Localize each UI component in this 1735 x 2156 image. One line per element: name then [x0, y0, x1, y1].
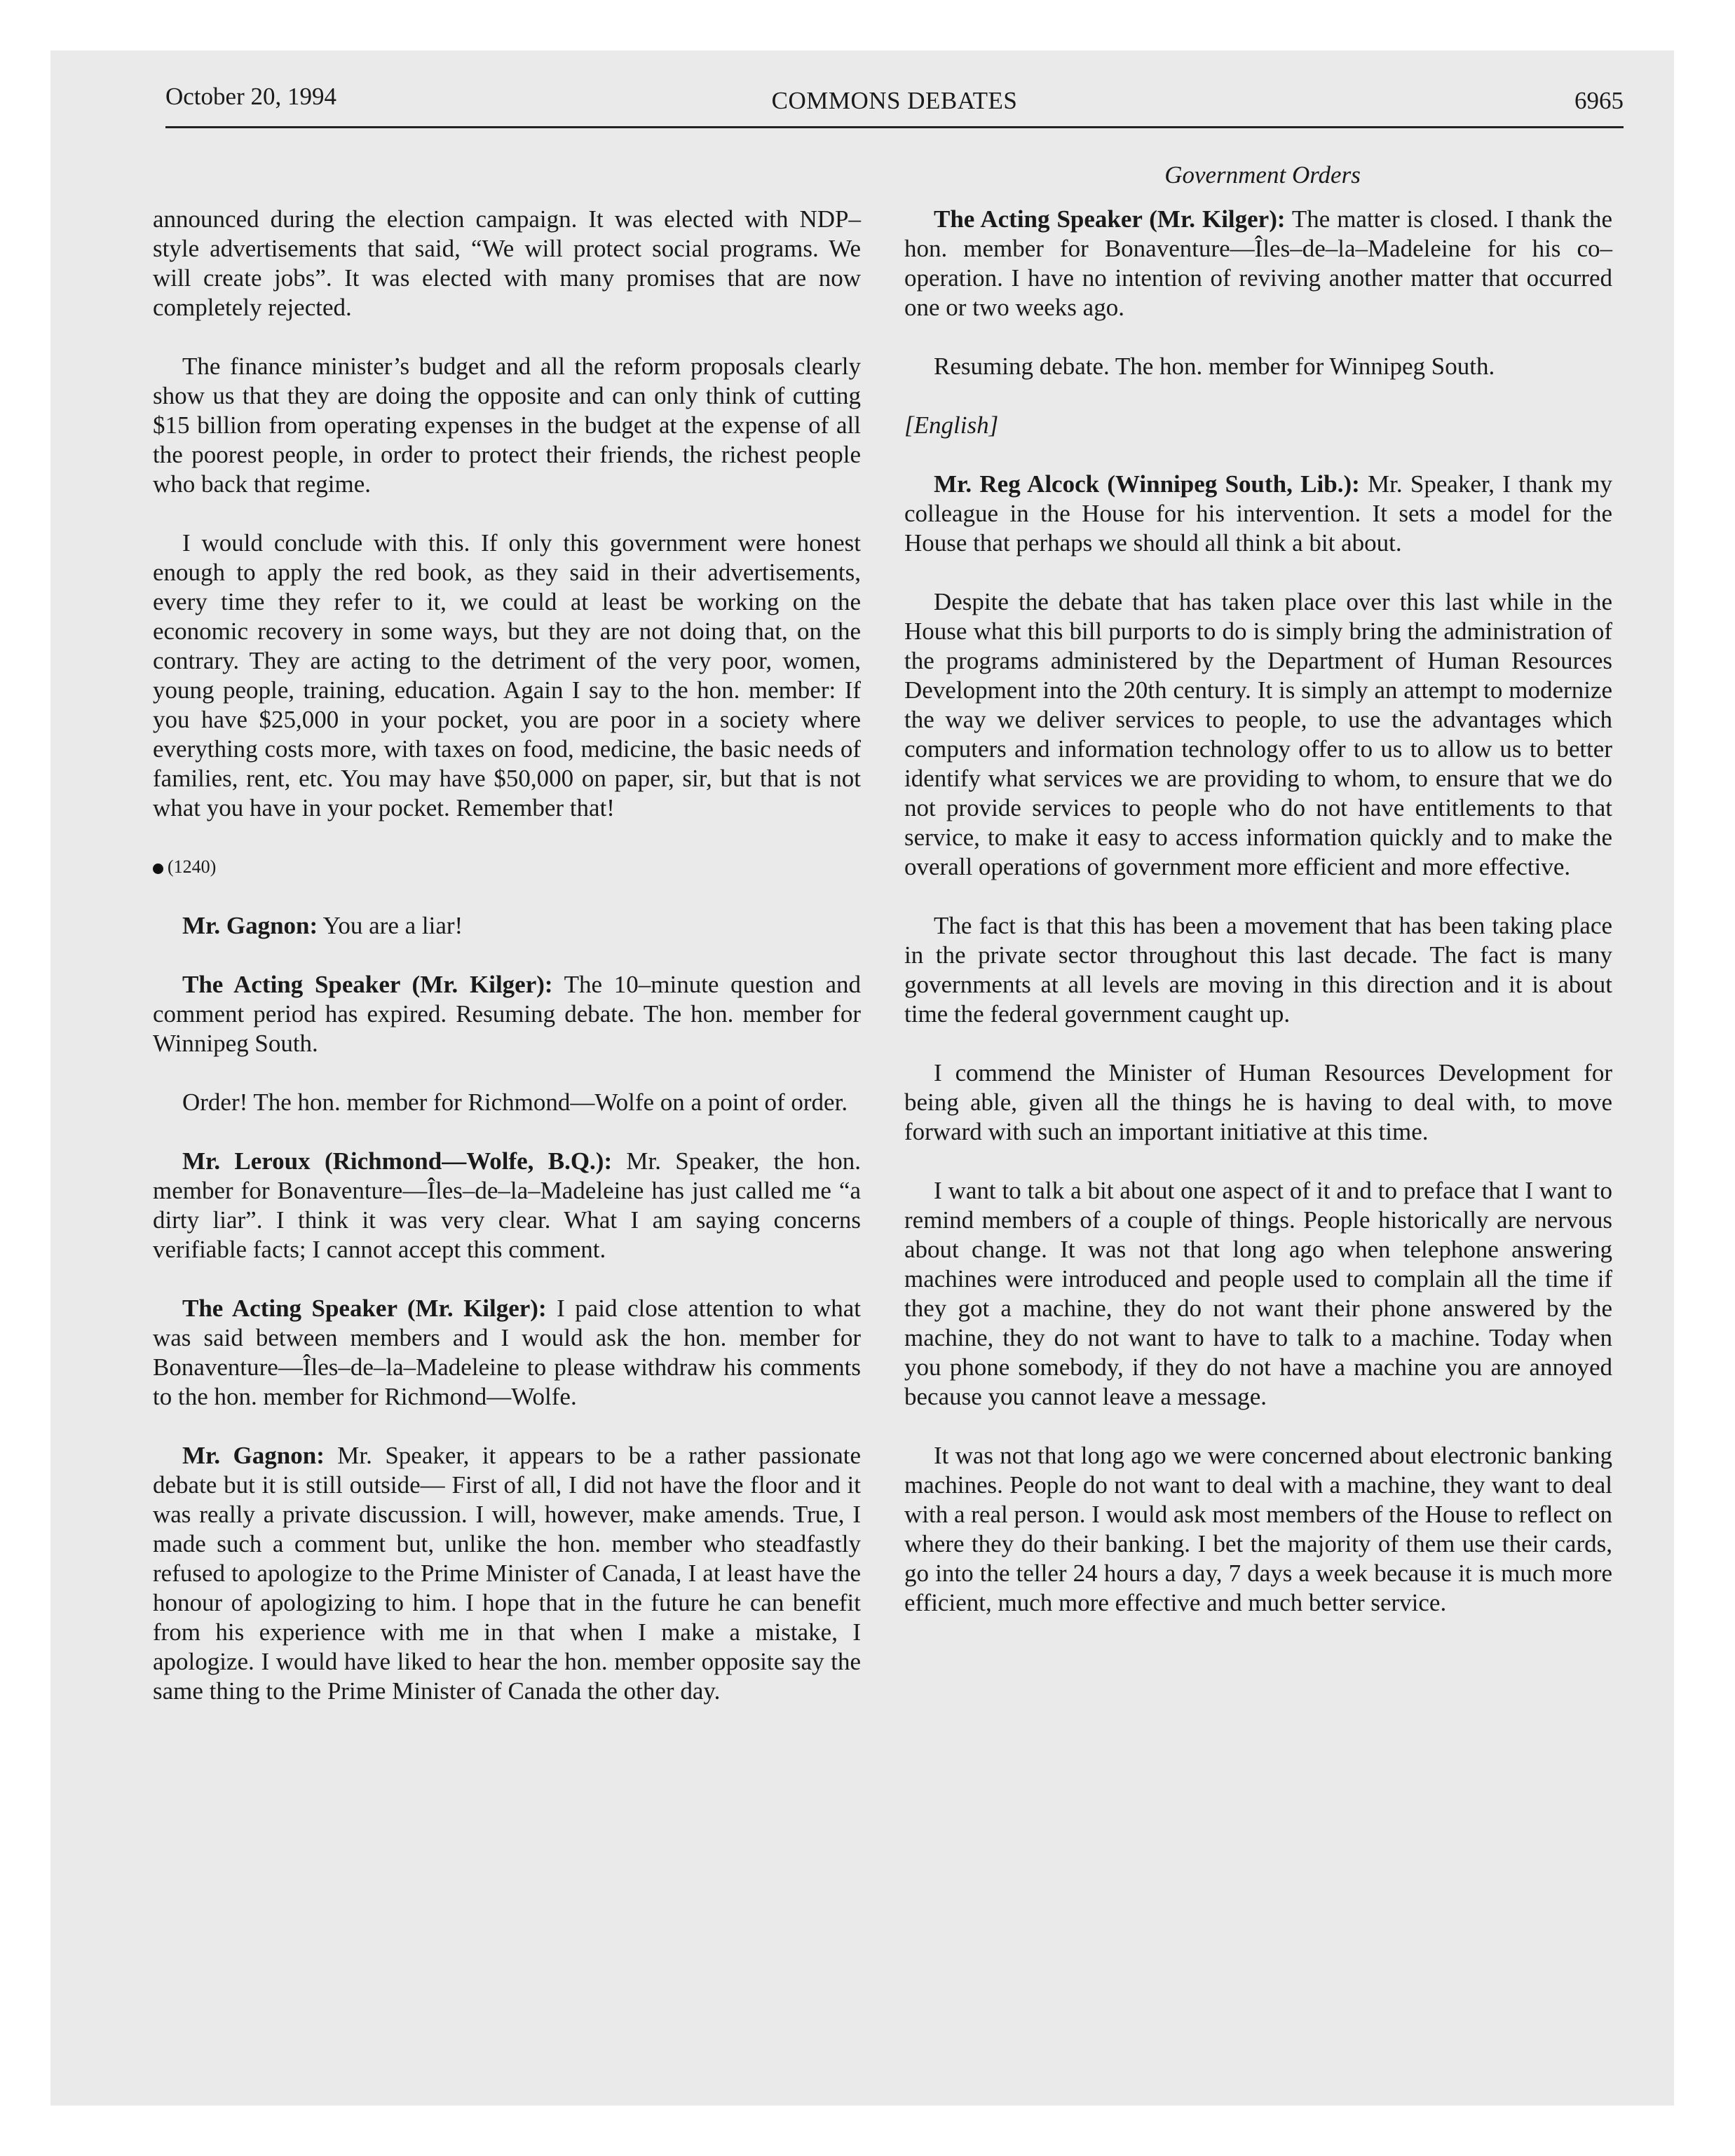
paragraph: I would conclude with this. If only this government were honest enough to apply the red book, as they said in their advertisements, every time they refer to it, we could at least be working on the economic recovery in some ways, but they are not doing that, on the contrary. They are acting to the detriment of the very poor, women, young people, training, education. Again I say to the hon. member: If you have $25,000 in your pocket, you are poor in a society where everything costs more, with taxes on food, medicine, the basic needs of families, rent, etc. You may have $50,000 on paper, sir, but that is not what you have in your pocket. Remember that! [153, 529, 861, 821]
speech [153, 1294, 861, 1412]
speech-text: You are a liar! [318, 912, 463, 939]
paragraph: Resuming debate. The hon. member for Winnipeg South. [934, 353, 1495, 380]
section-title: Government Orders [1164, 161, 1361, 189]
speech [153, 1441, 861, 1706]
paragraph: The fact is that this has been a movement that has been taking place in the private sector throughout this last decade. The fact is many governments at all levels are moving in this direction and it is about time the federal government caught up. [904, 912, 1612, 1028]
paragraph: The finance minister’s budget and all the reform proposals clearly show us that they are doing the opposite and can only think of cutting $15 billion from operating expenses in the budget at the expense of all the poorest people, in order to protect their friends, the richest people who back that regime. [153, 353, 861, 498]
speaker-name: The Acting Speaker (Mr. Kilger): [182, 971, 553, 998]
speaker-name: Mr. Gagnon: [182, 1442, 325, 1469]
speech [153, 970, 861, 1058]
bullet-icon [153, 864, 163, 874]
speech-text: Mr. Speaker, the hon. member for Bonaventure—Îles–de–la–Madeleine has just called me “a dirty liar”. I think it was very clear. What I am saying concerns verifiable facts; I cannot accept this comment. [153, 1147, 861, 1263]
speech [153, 1147, 861, 1264]
speech-text: The matter is closed. I thank the hon. member for Bonaventure—Îles–de–la–Madeleine for his co–operation. I have no intention of reviving another matter that occurred one or two weeks ago. [904, 205, 1612, 321]
paragraph: Order! The hon. member for Richmond—Wolfe on a point of order. [182, 1089, 848, 1116]
paragraph: I commend the Minister of Human Resources Development for being able, given all the things he is having to deal with, to move forward with such an important initiative at this time. [904, 1059, 1612, 1145]
timestamp-text: (1240) [168, 857, 217, 877]
speech-text: Mr. Speaker, it appears to be a rather passionate debate but it is still outside— First of all, I did not have the floor and it was really a private discussion. I will, however, make amends. True, I made such a comment but, unlike the hon. member who steadfastly refused to apologize to the Prime Minister of Canada, I at least have the honour of apologizing to him. I hope that in the future he can benefit from his experience with me in that when I make a mistake, I apologize. I would have liked to hear the hon. member opposite say the same thing to the Prime Minister of Canada the other day. [153, 1442, 861, 1705]
header-rule [165, 126, 1624, 128]
paragraph: Despite the debate that has taken place over this last while in the House what this bill purports to do is simply bring the administration of the programs administered by the Department of Human Resources Development into the 20th century. It is simply an attempt to modernize the way we deliver services to people, to use the advantages which computers and information technology offer to us to allow us to better identify what services we are providing to whom, to ensure that we do not provide services to people who do not have entitlements to that service, to make it easy to access information quickly and to make the overall operations of government more efficient and more effective. [904, 588, 1612, 880]
paragraph: I want to talk a bit about one aspect of it and to preface that I want to remind members of a couple of things. People historically are nervous about change. It was not that long ago when telephone answering machines were introduced and people used to complain all the time if they got a machine, they do not want their phone answered by the machine, they do not want to have to talk to a machine. Today when you phone somebody, if they do not have a machine you are annoyed because you cannot leave a message. [904, 1177, 1612, 1410]
header-title: COMMONS DEBATES [771, 87, 1018, 114]
left-column [153, 205, 861, 1735]
speech-text: Mr. Speaker, I thank my colleague in the House for his intervention. It sets a model for the House that perhaps we should all think a bit about. [904, 470, 1612, 557]
header-page-number: 6965 [1574, 87, 1624, 114]
language-marker: [English] [904, 411, 999, 439]
speech-text: The 10–minute question and comment period has expired. Resuming debate. The hon. member for Winnipeg South. [153, 971, 861, 1057]
speaker-name: The Acting Speaker (Mr. Kilger): [934, 205, 1286, 233]
header-date: October 20, 1994 [165, 83, 336, 110]
speaker-name: Mr. Leroux (Richmond—Wolfe, B.Q.): [182, 1147, 613, 1175]
speaker-name: Mr. Reg Alcock (Winnipeg South, Lib.): [934, 470, 1360, 498]
speech [153, 911, 861, 941]
page-header [165, 83, 1624, 125]
paragraph: It was not that long ago we were concerned about electronic banking machines. People do not want to deal with a machine, they want to deal with a real person. I would ask most members of the House to reflect on where they do their banking. I bet the majority of them use their cards, go into the teller 24 hours a day, 7 days a week because it is much more efficient, much more effective and much better service. [904, 1442, 1612, 1616]
speech [904, 205, 1612, 322]
speech [904, 470, 1612, 558]
speech-text: I paid close attention to what was said between members and I would ask the hon. member for Bonaventure—Îles–de–la–Madeleine to please withdraw his comments to the hon. member for Richmond—Wolfe. [153, 1295, 861, 1410]
right-column [904, 205, 1612, 1647]
speaker-name: Mr. Gagnon: [182, 912, 318, 939]
timestamp [153, 852, 861, 882]
speaker-name: The Acting Speaker (Mr. Kilger): [182, 1295, 547, 1322]
paragraph: announced during the election campaign. It was elected with NDP–style advertisements that said, “We will protect social programs. We will create jobs”. It was elected with many promises that are now completely rejected. [153, 205, 861, 321]
